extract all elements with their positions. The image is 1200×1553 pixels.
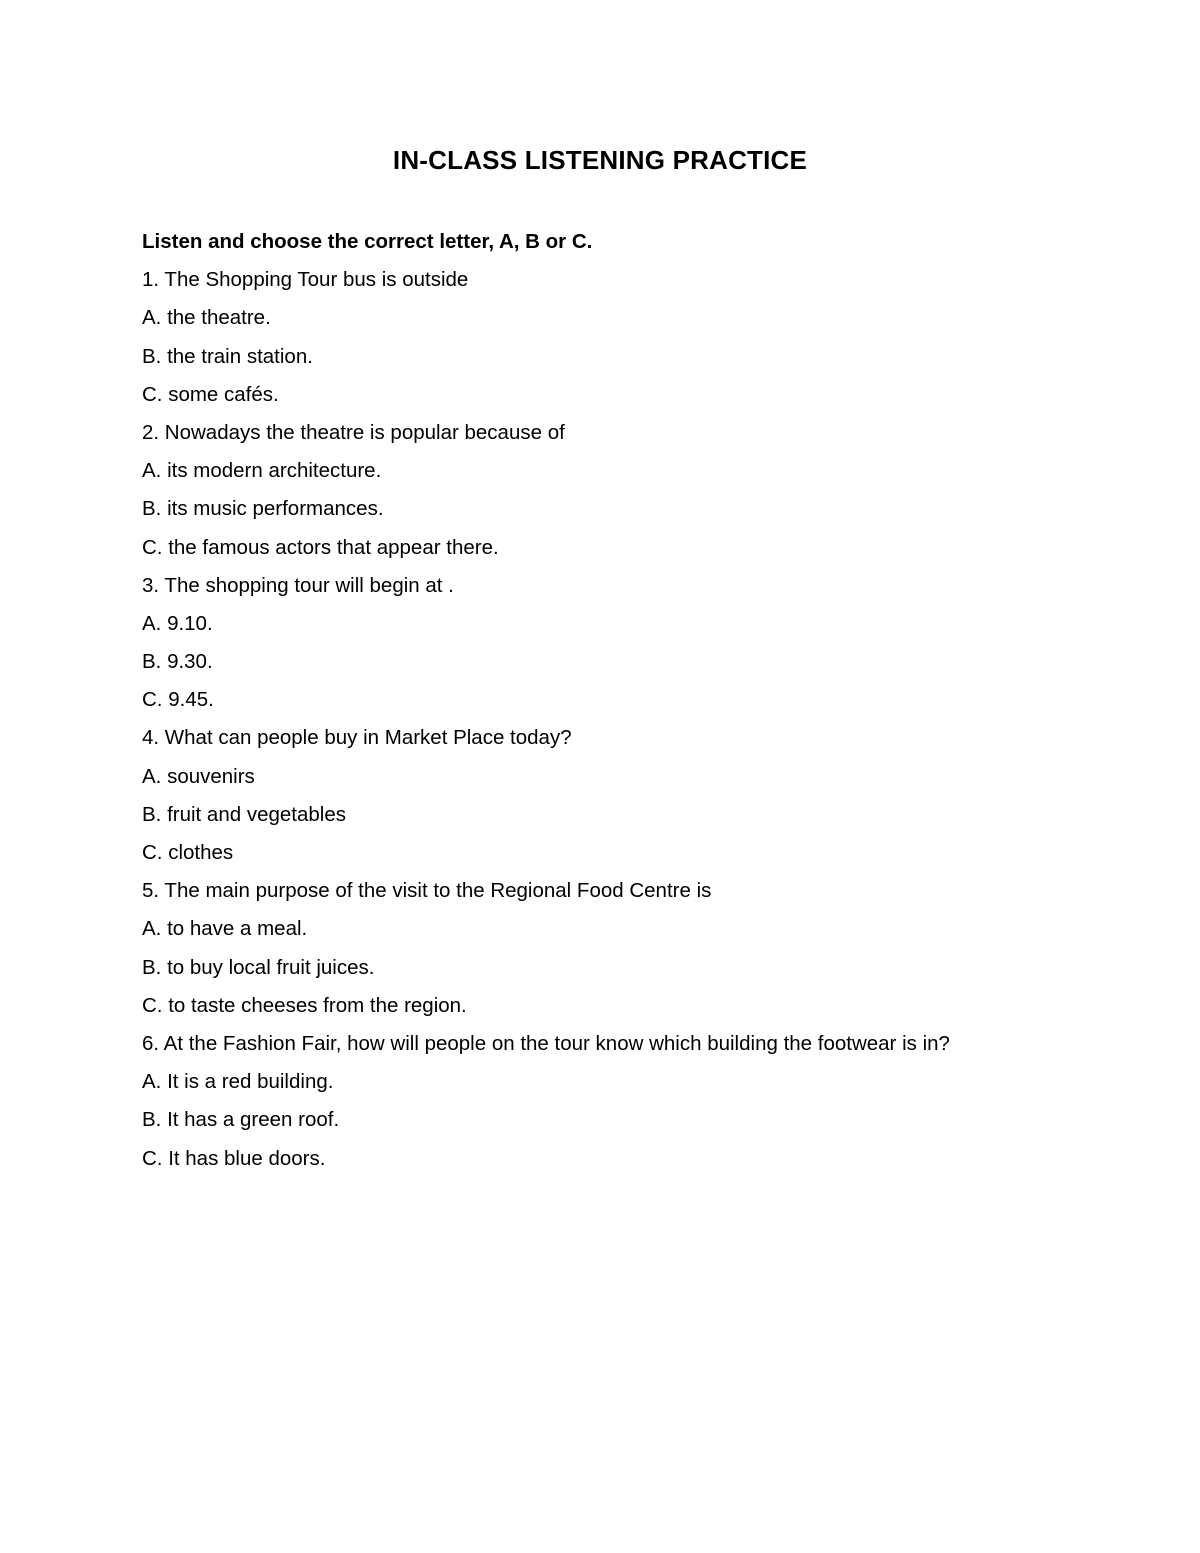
answer-option: A. its modern architecture. [142, 459, 382, 483]
answer-option: C. 9.45. [142, 688, 214, 712]
answer-option: C. clothes [142, 841, 234, 864]
answer-option: A. It is a red building. [142, 1070, 334, 1094]
question-list [142, 223, 1142, 1178]
answer-option: C. the famous actors that appear there. [142, 535, 499, 559]
answer-option: C. to taste cheeses from the region. [142, 993, 467, 1017]
question-stem: 5. The main purpose of the visit to the Regional Food Centre is [142, 879, 712, 903]
answer-option: B. the train station. [142, 344, 313, 368]
answer-option: A. souvenirs [142, 764, 255, 788]
answer-option: B. fruit and vegetables [142, 802, 346, 826]
answer-option: B. 9.30. [142, 650, 213, 674]
question-stem: 1. The Shopping Tour bus is outside [142, 268, 469, 292]
answer-option: A. to have a meal. [142, 917, 308, 941]
question-stem: 2. Nowadays the theatre is popular because of [142, 420, 565, 444]
question-stem: 3. The shopping tour will begin at . [142, 573, 454, 597]
answer-option: B. to buy local fruit juices. [142, 955, 375, 979]
answer-option: A. 9.10. [142, 611, 213, 635]
answer-option: B. It has a green roof. [142, 1108, 340, 1132]
question-stem: 6. At the Fashion Fair, how will people on the tour know which building the footwear is in? [142, 1031, 950, 1055]
question-stem: 4. What can people buy in Market Place today? [142, 726, 572, 750]
answer-option: A. the theatre. [142, 306, 271, 330]
page-title: IN-CLASS LISTENING PRACTICE [392, 145, 808, 175]
answer-option: C. some cafés. [142, 382, 279, 406]
instruction-text: Listen and choose the correct letter, A, B or C. [142, 230, 593, 253]
answer-option: B. its music performances. [142, 497, 384, 521]
answer-option: C. It has blue doors. [142, 1146, 326, 1170]
